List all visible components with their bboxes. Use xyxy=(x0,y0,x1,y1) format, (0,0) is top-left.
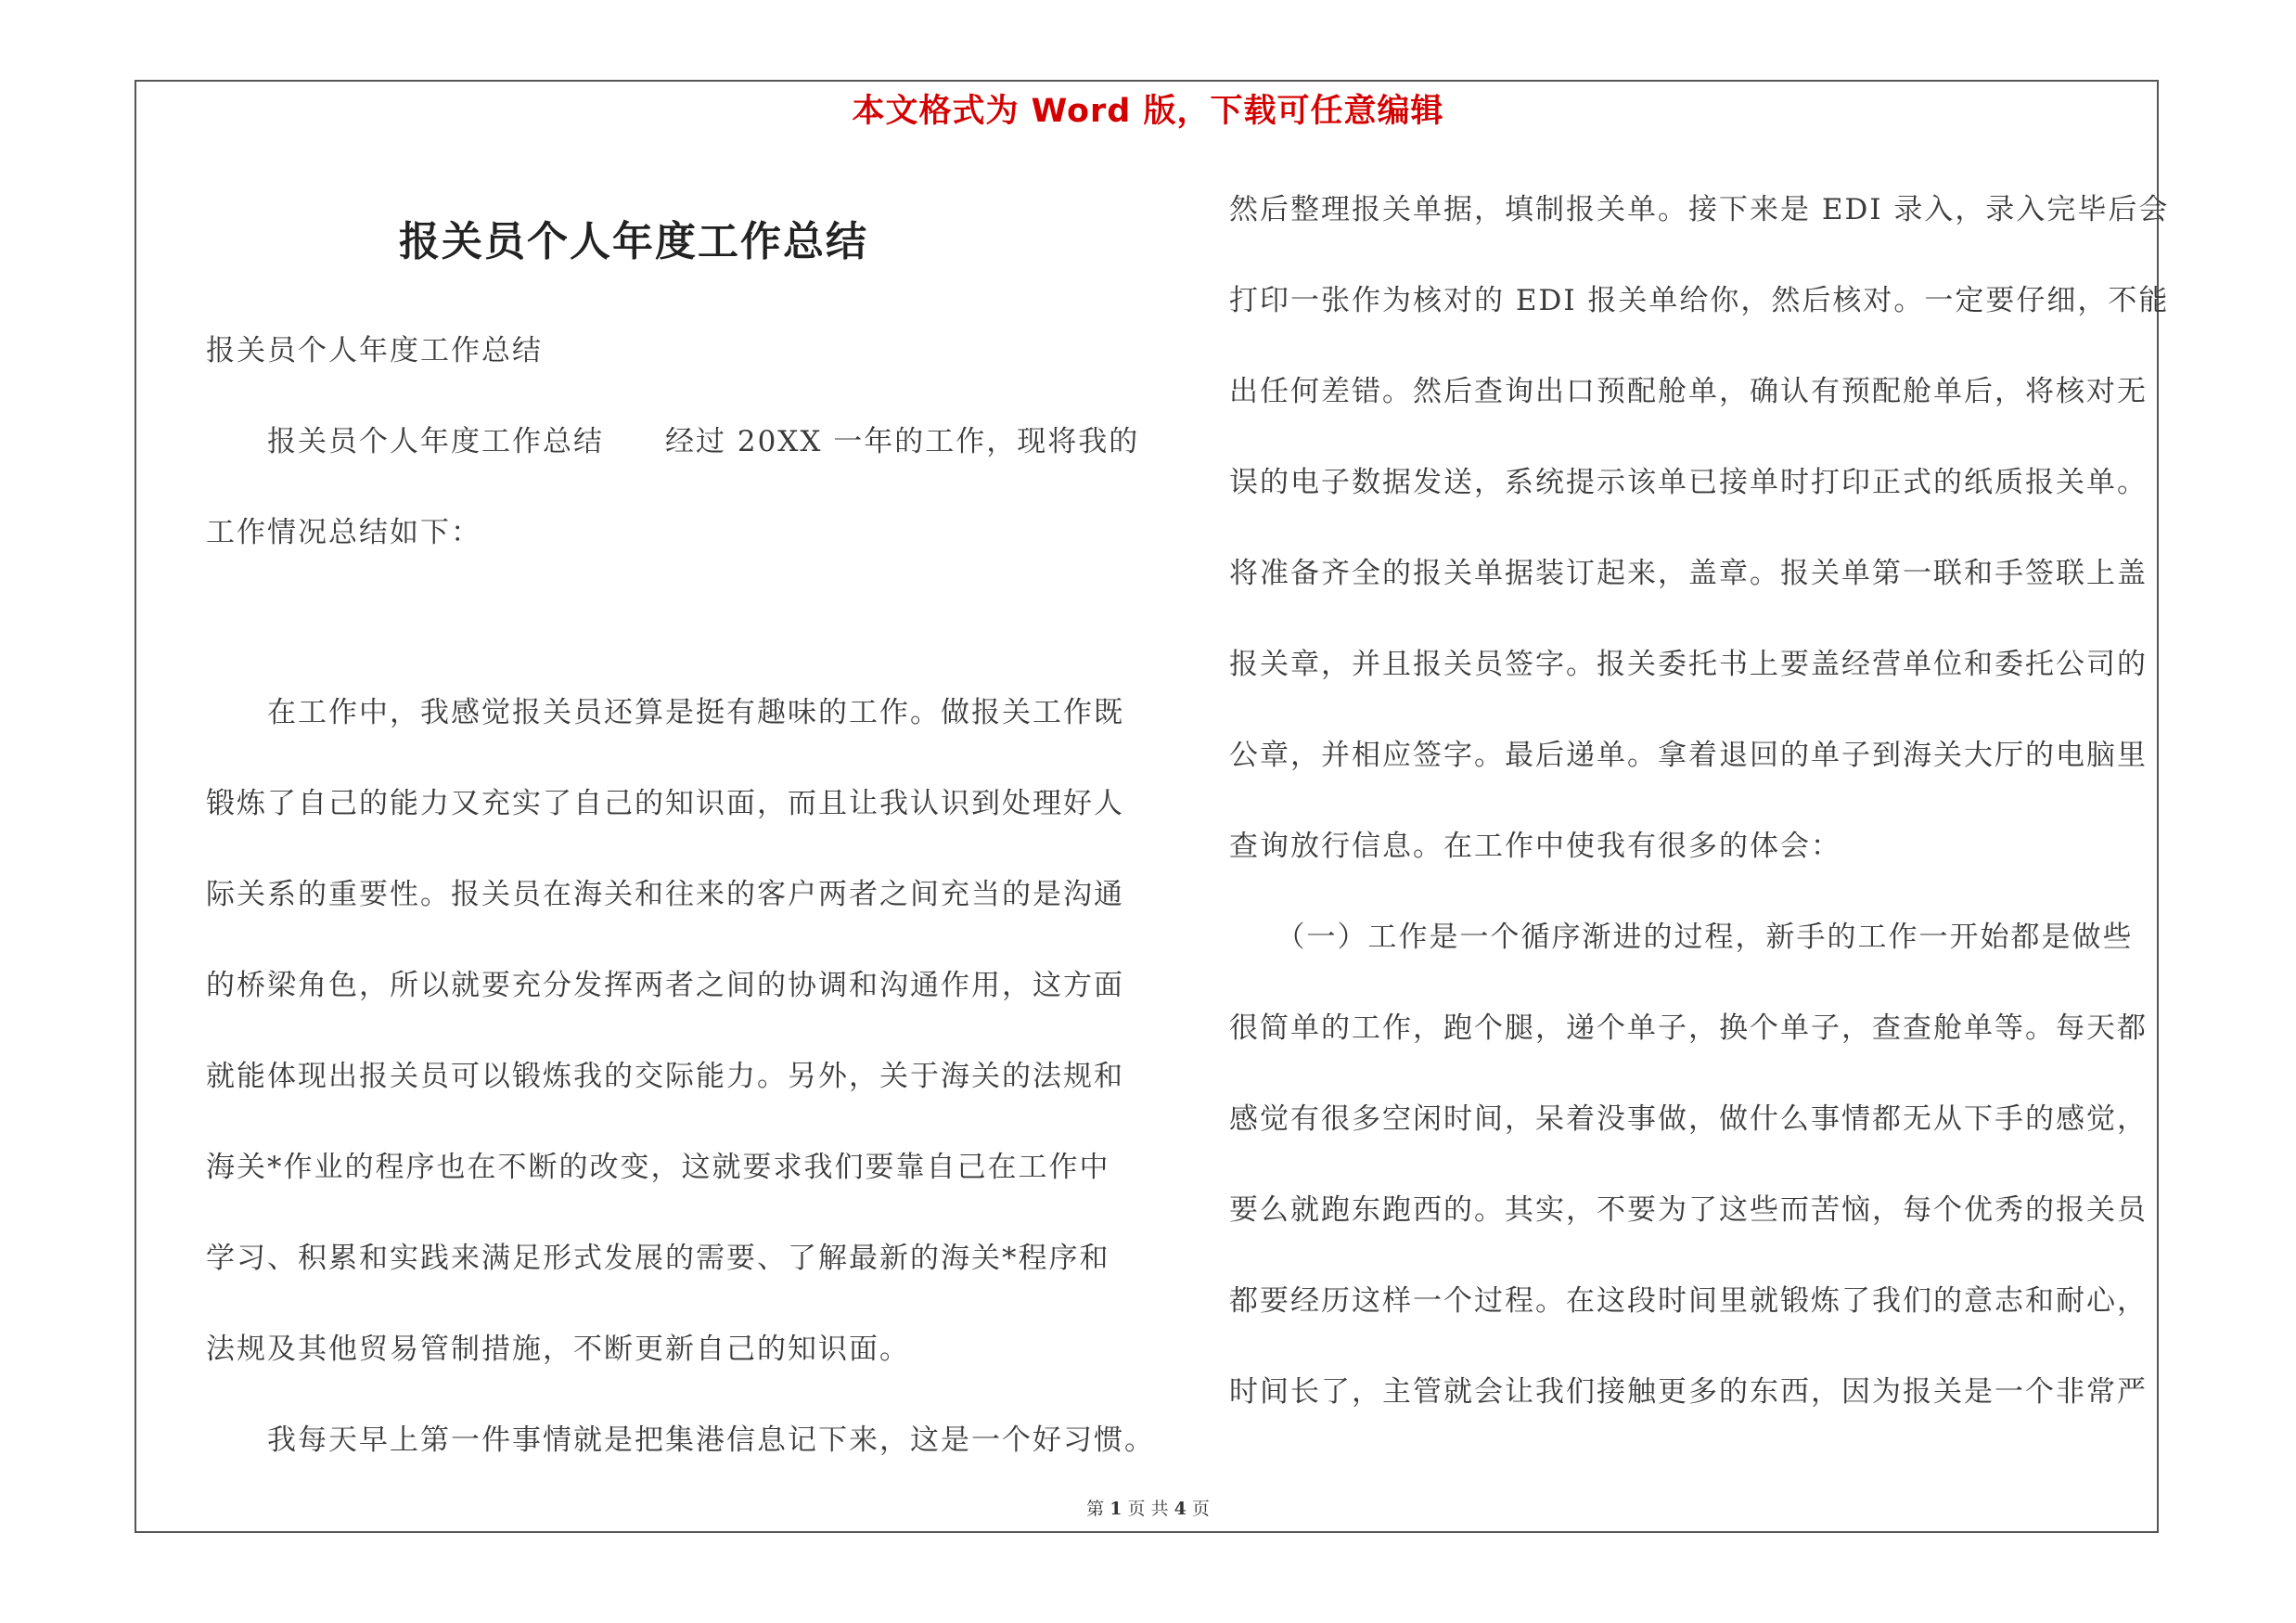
body-line: 报关员个人年度工作总结 经过 20XX 一年的工作，现将我的 xyxy=(206,425,1140,458)
body-line: 报关章，并且报关员签字。报关委托书上要盖经营单位和委托公司的 xyxy=(1229,648,2148,681)
body-line: 误的电子数据发送，系统提示该单已接单时打印正式的纸质报关单。 xyxy=(1229,466,2148,499)
body-line: 法规及其他贸易管制措施，不断更新自己的知识面。 xyxy=(206,1333,910,1366)
body-line: 锻炼了自己的能力又充实了自己的知识面，而且让我认识到处理好人 xyxy=(206,787,1124,820)
body-line: 然后整理报关单据，填制报关单。接下来是 EDI 录入，录入完毕后会 xyxy=(1229,193,2170,226)
footer-middle: 页 共 xyxy=(1127,1499,1169,1519)
body-line: 际关系的重要性。报关员在海关和往来的客户两者之间充当的是沟通 xyxy=(206,878,1124,911)
body-line: 感觉有很多空闲时间，呆着没事做，做什么事情都无从下手的感觉， xyxy=(1229,1102,2148,1136)
total-page-count: 4 xyxy=(1174,1499,1186,1519)
word-format-banner: 本文格式为 Word 版，下载可任意编辑 xyxy=(852,93,1444,130)
body-line: 公章，并相应签字。最后递单。拿着退回的单子到海关大厅的电脑里 xyxy=(1229,739,2148,772)
footer-prefix: 第 xyxy=(1086,1499,1105,1519)
body-line: 打印一张作为核对的 EDI 报关单给你，然后核对。一定要仔细，不能 xyxy=(1229,284,2170,317)
body-line: 出任何差错。然后查询出口预配舱单，确认有预配舱单后，将核对无 xyxy=(1229,375,2148,408)
body-line: 都要经历这样一个过程。在这段时间里就锻炼了我们的意志和耐心， xyxy=(1229,1284,2148,1318)
body-line: 要么就跑东跑西的。其实，不要为了这些而苦恼，每个优秀的报关员 xyxy=(1229,1193,2148,1227)
body-line: 工作情况总结如下： xyxy=(206,516,481,549)
body-line: 的桥梁角色，所以就要充分发挥两者之间的协调和沟通作用，这方面 xyxy=(206,969,1124,1002)
body-line: 很简单的工作，跑个腿，递个单子，换个单子，查查舱单等。每天都 xyxy=(1229,1011,2148,1045)
footer-suffix: 页 xyxy=(1191,1499,1210,1519)
body-line: 学习、积累和实践来满足形式发展的需要、了解最新的海关*程序和 xyxy=(206,1242,1110,1275)
body-line: 报关员个人年度工作总结 xyxy=(206,334,543,367)
current-page-number: 1 xyxy=(1110,1499,1122,1519)
body-line: 就能体现出报关员可以锻炼我的交际能力。另外，关于海关的法规和 xyxy=(206,1060,1124,1093)
body-line: 海关*作业的程序也在不断的改变，这就要求我们要靠自己在工作中 xyxy=(206,1151,1110,1184)
body-line: 将准备齐全的报关单据装订起来，盖章。报关单第一联和手签联上盖 xyxy=(1229,557,2148,590)
body-line: 查询放行信息。在工作中使我有很多的体会： xyxy=(1229,830,1841,863)
body-line: 时间长了，主管就会让我们接触更多的东西，因为报关是一个非常严 xyxy=(1229,1375,2148,1409)
document-title: 报关员个人年度工作总结 xyxy=(399,218,868,265)
body-line: 在工作中，我感觉报关员还算是挺有趣味的工作。做报关工作既 xyxy=(206,696,1124,729)
body-line: 我每天早上第一件事情就是把集港信息记下来，这是一个好习惯。 xyxy=(206,1423,1155,1457)
page-footer xyxy=(0,1495,2296,1520)
body-line: （一）工作是一个循序渐进的过程，新手的工作一开始都是做些 xyxy=(1229,921,2134,954)
